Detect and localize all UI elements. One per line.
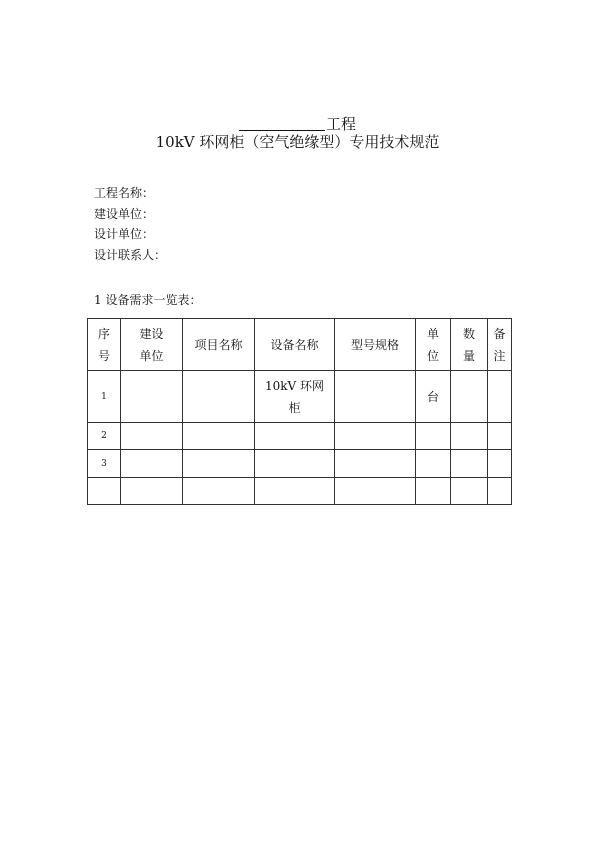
cell-equipment-name xyxy=(255,478,335,505)
table-row xyxy=(88,423,512,450)
design-contact-label: 设计联系人： xyxy=(94,247,167,262)
cell-quantity xyxy=(451,450,488,478)
cell-model-spec xyxy=(335,478,416,505)
cell-unit: 台 xyxy=(416,371,451,423)
cell-serial-no: 2 xyxy=(88,423,121,450)
equipment-demand-table xyxy=(87,318,512,505)
cell-construction-unit xyxy=(121,478,183,505)
cell-project-name xyxy=(183,450,255,478)
project-name-blank xyxy=(239,114,325,131)
cell-unit xyxy=(416,478,451,505)
cell-equipment-name: 10kV 环网 柜 xyxy=(255,371,335,423)
header-remark: 备 注 xyxy=(488,319,512,371)
cell-quantity xyxy=(451,423,488,450)
header-serial-no: 序 号 xyxy=(88,319,121,371)
cell-remark xyxy=(488,478,512,505)
table-row xyxy=(88,478,512,505)
cell-project-name xyxy=(183,371,255,423)
title-suffix: 工程 xyxy=(325,115,356,133)
cell-remark xyxy=(488,423,512,450)
table-row xyxy=(88,450,512,478)
header-construction-unit: 建设 单位 xyxy=(121,319,183,371)
table-header-row xyxy=(88,319,512,371)
cell-model-spec xyxy=(335,423,416,450)
table-row xyxy=(88,371,512,423)
cell-equipment-name xyxy=(255,450,335,478)
cell-remark xyxy=(488,450,512,478)
project-info-block xyxy=(94,183,166,265)
header-project-name: 项目名称 xyxy=(183,319,255,371)
cell-project-name xyxy=(183,423,255,450)
design-unit-label: 设计单位： xyxy=(94,227,155,241)
cell-quantity xyxy=(451,371,488,423)
project-name-label: 工程名称： xyxy=(94,186,155,200)
table-caption: 1 设备需求一览表： xyxy=(94,293,202,307)
construction-unit-label: 建设单位： xyxy=(94,206,155,221)
header-model-spec: 型号规格 xyxy=(335,319,416,371)
cell-project-name xyxy=(183,478,255,505)
cell-construction-unit xyxy=(121,371,183,423)
cell-equipment-name xyxy=(255,423,335,450)
cell-unit xyxy=(416,450,451,478)
cell-model-spec xyxy=(335,450,416,478)
cell-serial-no: 3 xyxy=(88,450,121,478)
cell-construction-unit xyxy=(121,423,183,450)
header-quantity: 数 量 xyxy=(451,319,488,371)
header-equipment-name: 设备名称 xyxy=(255,319,335,371)
cell-construction-unit xyxy=(121,450,183,478)
cell-serial-no: 1 xyxy=(88,371,121,423)
cell-model-spec xyxy=(335,371,416,423)
cell-quantity xyxy=(451,478,488,505)
cell-serial-no xyxy=(88,478,121,505)
document-title: 10kV 环网柜（空气绝缘型）专用技术规范 xyxy=(155,133,440,151)
cell-remark xyxy=(488,371,512,423)
header-unit: 单 位 xyxy=(416,319,451,371)
cell-unit xyxy=(416,423,451,450)
